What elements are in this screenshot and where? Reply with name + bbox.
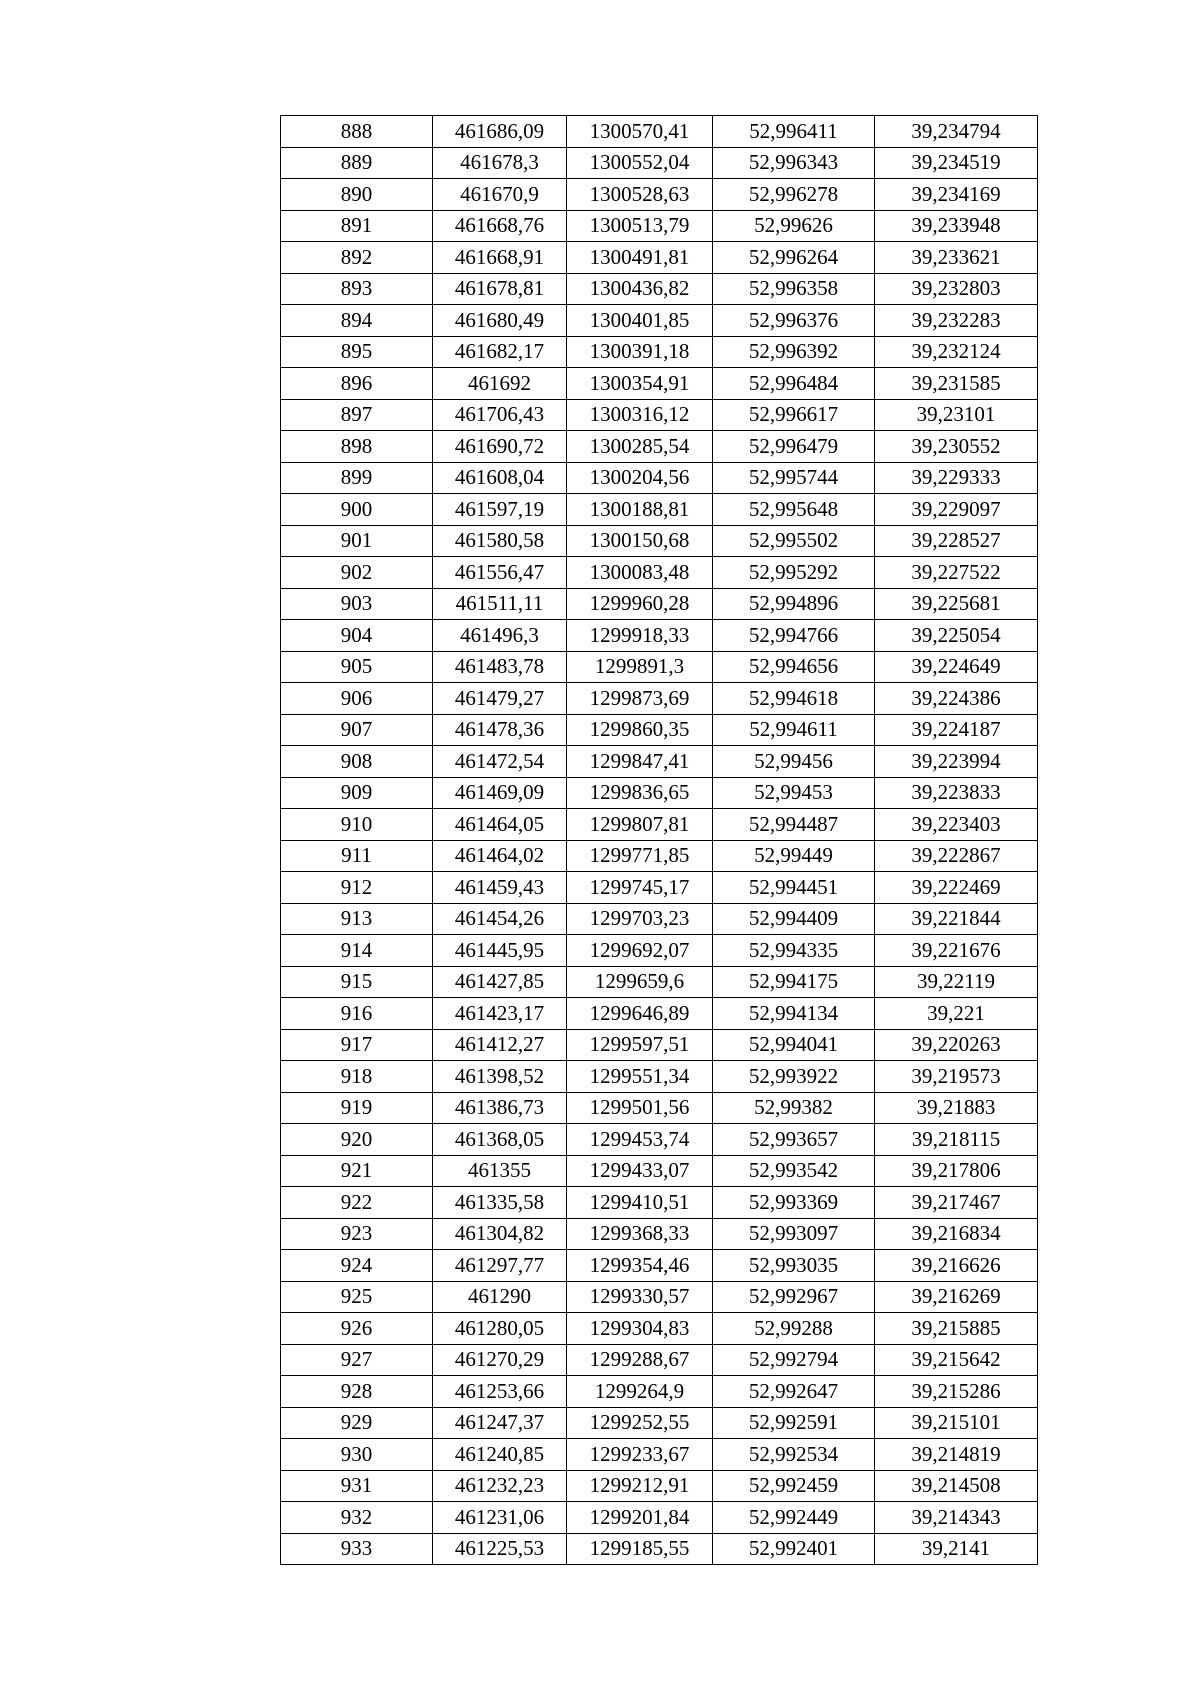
longitude-cell: 39,224187 — [875, 714, 1038, 746]
point-number-cell: 893 — [281, 273, 433, 305]
x-coordinate-cell: 461496,3 — [433, 620, 567, 652]
x-coordinate-cell: 461368,05 — [433, 1124, 567, 1156]
coordinates-table — [280, 115, 1038, 1565]
point-number-cell: 909 — [281, 777, 433, 809]
table-row — [281, 1439, 1038, 1471]
x-coordinate-cell: 461670,9 — [433, 179, 567, 211]
y-coordinate-cell: 1300401,85 — [567, 305, 713, 337]
table-row — [281, 462, 1038, 494]
latitude-cell: 52,99626 — [713, 210, 875, 242]
longitude-cell: 39,215885 — [875, 1313, 1038, 1345]
y-coordinate-cell: 1299330,57 — [567, 1281, 713, 1313]
latitude-cell: 52,996617 — [713, 399, 875, 431]
x-coordinate-cell: 461423,17 — [433, 998, 567, 1030]
latitude-cell: 52,99382 — [713, 1092, 875, 1124]
latitude-cell: 52,996484 — [713, 368, 875, 400]
longitude-cell: 39,216834 — [875, 1218, 1038, 1250]
latitude-cell: 52,993922 — [713, 1061, 875, 1093]
longitude-cell: 39,21883 — [875, 1092, 1038, 1124]
point-number-cell: 925 — [281, 1281, 433, 1313]
table-row — [281, 305, 1038, 337]
table-row — [281, 1218, 1038, 1250]
latitude-cell: 52,994656 — [713, 651, 875, 683]
longitude-cell: 39,215286 — [875, 1376, 1038, 1408]
longitude-cell: 39,216626 — [875, 1250, 1038, 1282]
point-number-cell: 906 — [281, 683, 433, 715]
longitude-cell: 39,224649 — [875, 651, 1038, 683]
point-number-cell: 897 — [281, 399, 433, 431]
longitude-cell: 39,219573 — [875, 1061, 1038, 1093]
y-coordinate-cell: 1299960,28 — [567, 588, 713, 620]
y-coordinate-cell: 1300204,56 — [567, 462, 713, 494]
latitude-cell: 52,996392 — [713, 336, 875, 368]
table-row — [281, 1092, 1038, 1124]
latitude-cell: 52,992967 — [713, 1281, 875, 1313]
table-row — [281, 242, 1038, 274]
table-row — [281, 714, 1038, 746]
table-row — [281, 1187, 1038, 1219]
longitude-cell: 39,223403 — [875, 809, 1038, 841]
x-coordinate-cell: 461398,52 — [433, 1061, 567, 1093]
x-coordinate-cell: 461556,47 — [433, 557, 567, 589]
latitude-cell: 52,994618 — [713, 683, 875, 715]
latitude-cell: 52,993097 — [713, 1218, 875, 1250]
longitude-cell: 39,229097 — [875, 494, 1038, 526]
x-coordinate-cell: 461472,54 — [433, 746, 567, 778]
x-coordinate-cell: 461280,05 — [433, 1313, 567, 1345]
point-number-cell: 916 — [281, 998, 433, 1030]
table-row — [281, 777, 1038, 809]
point-number-cell: 898 — [281, 431, 433, 463]
latitude-cell: 52,994335 — [713, 935, 875, 967]
point-number-cell: 920 — [281, 1124, 433, 1156]
longitude-cell: 39,225681 — [875, 588, 1038, 620]
latitude-cell: 52,994896 — [713, 588, 875, 620]
y-coordinate-cell: 1299771,85 — [567, 840, 713, 872]
point-number-cell: 926 — [281, 1313, 433, 1345]
table-row — [281, 210, 1038, 242]
y-coordinate-cell: 1299646,89 — [567, 998, 713, 1030]
point-number-cell: 914 — [281, 935, 433, 967]
longitude-cell: 39,216269 — [875, 1281, 1038, 1313]
point-number-cell: 907 — [281, 714, 433, 746]
longitude-cell: 39,225054 — [875, 620, 1038, 652]
x-coordinate-cell: 461232,23 — [433, 1470, 567, 1502]
table-row — [281, 494, 1038, 526]
x-coordinate-cell: 461304,82 — [433, 1218, 567, 1250]
latitude-cell: 52,994487 — [713, 809, 875, 841]
latitude-cell: 52,99449 — [713, 840, 875, 872]
y-coordinate-cell: 1299597,51 — [567, 1029, 713, 1061]
table-row — [281, 1376, 1038, 1408]
y-coordinate-cell: 1299847,41 — [567, 746, 713, 778]
y-coordinate-cell: 1299807,81 — [567, 809, 713, 841]
latitude-cell: 52,994451 — [713, 872, 875, 904]
longitude-cell: 39,229333 — [875, 462, 1038, 494]
table-row — [281, 840, 1038, 872]
y-coordinate-cell: 1299860,35 — [567, 714, 713, 746]
latitude-cell: 52,99288 — [713, 1313, 875, 1345]
point-number-cell: 896 — [281, 368, 433, 400]
table-row — [281, 1281, 1038, 1313]
y-coordinate-cell: 1299745,17 — [567, 872, 713, 904]
y-coordinate-cell: 1300188,81 — [567, 494, 713, 526]
point-number-cell: 903 — [281, 588, 433, 620]
x-coordinate-cell: 461386,73 — [433, 1092, 567, 1124]
table-row — [281, 116, 1038, 148]
x-coordinate-cell: 461459,43 — [433, 872, 567, 904]
longitude-cell: 39,218115 — [875, 1124, 1038, 1156]
point-number-cell: 889 — [281, 147, 433, 179]
table-row — [281, 998, 1038, 1030]
latitude-cell: 52,994611 — [713, 714, 875, 746]
x-coordinate-cell: 461690,72 — [433, 431, 567, 463]
x-coordinate-cell: 461355 — [433, 1155, 567, 1187]
point-number-cell: 930 — [281, 1439, 433, 1471]
table-row — [281, 1407, 1038, 1439]
x-coordinate-cell: 461479,27 — [433, 683, 567, 715]
table-row — [281, 1155, 1038, 1187]
longitude-cell: 39,233621 — [875, 242, 1038, 274]
latitude-cell: 52,993035 — [713, 1250, 875, 1282]
point-number-cell: 917 — [281, 1029, 433, 1061]
longitude-cell: 39,215101 — [875, 1407, 1038, 1439]
latitude-cell: 52,994409 — [713, 903, 875, 935]
point-number-cell: 911 — [281, 840, 433, 872]
table-row — [281, 525, 1038, 557]
point-number-cell: 931 — [281, 1470, 433, 1502]
latitude-cell: 52,995292 — [713, 557, 875, 589]
latitude-cell: 52,992591 — [713, 1407, 875, 1439]
point-number-cell: 913 — [281, 903, 433, 935]
longitude-cell: 39,221844 — [875, 903, 1038, 935]
latitude-cell: 52,992534 — [713, 1439, 875, 1471]
latitude-cell: 52,993369 — [713, 1187, 875, 1219]
longitude-cell: 39,232124 — [875, 336, 1038, 368]
x-coordinate-cell: 461335,58 — [433, 1187, 567, 1219]
longitude-cell: 39,214819 — [875, 1439, 1038, 1471]
x-coordinate-cell: 461412,27 — [433, 1029, 567, 1061]
longitude-cell: 39,221 — [875, 998, 1038, 1030]
table-row — [281, 399, 1038, 431]
table-row — [281, 872, 1038, 904]
x-coordinate-cell: 461270,29 — [433, 1344, 567, 1376]
x-coordinate-cell: 461668,91 — [433, 242, 567, 274]
table-row — [281, 1061, 1038, 1093]
latitude-cell: 52,995502 — [713, 525, 875, 557]
longitude-cell: 39,215642 — [875, 1344, 1038, 1376]
longitude-cell: 39,232803 — [875, 273, 1038, 305]
point-number-cell: 894 — [281, 305, 433, 337]
y-coordinate-cell: 1299233,67 — [567, 1439, 713, 1471]
longitude-cell: 39,234169 — [875, 179, 1038, 211]
y-coordinate-cell: 1299201,84 — [567, 1502, 713, 1534]
point-number-cell: 912 — [281, 872, 433, 904]
x-coordinate-cell: 461678,81 — [433, 273, 567, 305]
y-coordinate-cell: 1299264,9 — [567, 1376, 713, 1408]
table-row — [281, 1344, 1038, 1376]
table-row — [281, 1502, 1038, 1534]
y-coordinate-cell: 1300491,81 — [567, 242, 713, 274]
y-coordinate-cell: 1299836,65 — [567, 777, 713, 809]
x-coordinate-cell: 461680,49 — [433, 305, 567, 337]
y-coordinate-cell: 1299891,3 — [567, 651, 713, 683]
table-row — [281, 1313, 1038, 1345]
x-coordinate-cell: 461297,77 — [433, 1250, 567, 1282]
latitude-cell: 52,992647 — [713, 1376, 875, 1408]
point-number-cell: 923 — [281, 1218, 433, 1250]
x-coordinate-cell: 461469,09 — [433, 777, 567, 809]
point-number-cell: 924 — [281, 1250, 433, 1282]
y-coordinate-cell: 1299304,83 — [567, 1313, 713, 1345]
point-number-cell: 902 — [281, 557, 433, 589]
point-number-cell: 915 — [281, 966, 433, 998]
y-coordinate-cell: 1299692,07 — [567, 935, 713, 967]
table-row — [281, 147, 1038, 179]
x-coordinate-cell: 461692 — [433, 368, 567, 400]
latitude-cell: 52,996358 — [713, 273, 875, 305]
longitude-cell: 39,230552 — [875, 431, 1038, 463]
latitude-cell: 52,994134 — [713, 998, 875, 1030]
longitude-cell: 39,2141 — [875, 1533, 1038, 1565]
latitude-cell: 52,996343 — [713, 147, 875, 179]
x-coordinate-cell: 461247,37 — [433, 1407, 567, 1439]
table-row — [281, 935, 1038, 967]
longitude-cell: 39,223833 — [875, 777, 1038, 809]
x-coordinate-cell: 461253,66 — [433, 1376, 567, 1408]
x-coordinate-cell: 461427,85 — [433, 966, 567, 998]
latitude-cell: 52,99456 — [713, 746, 875, 778]
point-number-cell: 910 — [281, 809, 433, 841]
table-row — [281, 368, 1038, 400]
table-row — [281, 1250, 1038, 1282]
y-coordinate-cell: 1300316,12 — [567, 399, 713, 431]
y-coordinate-cell: 1300436,82 — [567, 273, 713, 305]
x-coordinate-cell: 461580,58 — [433, 525, 567, 557]
latitude-cell: 52,996278 — [713, 179, 875, 211]
y-coordinate-cell: 1300285,54 — [567, 431, 713, 463]
table-row — [281, 620, 1038, 652]
x-coordinate-cell: 461678,3 — [433, 147, 567, 179]
x-coordinate-cell: 461290 — [433, 1281, 567, 1313]
x-coordinate-cell: 461225,53 — [433, 1533, 567, 1565]
table-row — [281, 1029, 1038, 1061]
y-coordinate-cell: 1299252,55 — [567, 1407, 713, 1439]
point-number-cell: 891 — [281, 210, 433, 242]
x-coordinate-cell: 461668,76 — [433, 210, 567, 242]
latitude-cell: 52,994175 — [713, 966, 875, 998]
x-coordinate-cell: 461464,05 — [433, 809, 567, 841]
longitude-cell: 39,234519 — [875, 147, 1038, 179]
x-coordinate-cell: 461478,36 — [433, 714, 567, 746]
longitude-cell: 39,22119 — [875, 966, 1038, 998]
y-coordinate-cell: 1300354,91 — [567, 368, 713, 400]
point-number-cell: 900 — [281, 494, 433, 526]
latitude-cell: 52,992459 — [713, 1470, 875, 1502]
point-number-cell: 932 — [281, 1502, 433, 1534]
table-row — [281, 809, 1038, 841]
point-number-cell: 933 — [281, 1533, 433, 1565]
point-number-cell: 892 — [281, 242, 433, 274]
latitude-cell: 52,994041 — [713, 1029, 875, 1061]
longitude-cell: 39,222469 — [875, 872, 1038, 904]
longitude-cell: 39,223994 — [875, 746, 1038, 778]
point-number-cell: 888 — [281, 116, 433, 148]
table-row — [281, 903, 1038, 935]
longitude-cell: 39,23101 — [875, 399, 1038, 431]
table-row — [281, 588, 1038, 620]
latitude-cell: 52,996376 — [713, 305, 875, 337]
longitude-cell: 39,214508 — [875, 1470, 1038, 1502]
y-coordinate-cell: 1299659,6 — [567, 966, 713, 998]
longitude-cell: 39,221676 — [875, 935, 1038, 967]
latitude-cell: 52,994766 — [713, 620, 875, 652]
y-coordinate-cell: 1299703,23 — [567, 903, 713, 935]
y-coordinate-cell: 1299433,07 — [567, 1155, 713, 1187]
point-number-cell: 927 — [281, 1344, 433, 1376]
x-coordinate-cell: 461608,04 — [433, 462, 567, 494]
y-coordinate-cell: 1299185,55 — [567, 1533, 713, 1565]
latitude-cell: 52,996411 — [713, 116, 875, 148]
latitude-cell: 52,992401 — [713, 1533, 875, 1565]
longitude-cell: 39,214343 — [875, 1502, 1038, 1534]
longitude-cell: 39,233948 — [875, 210, 1038, 242]
point-number-cell: 928 — [281, 1376, 433, 1408]
table-row — [281, 273, 1038, 305]
coordinates-table-body — [281, 116, 1038, 1565]
table-row — [281, 966, 1038, 998]
longitude-cell: 39,222867 — [875, 840, 1038, 872]
y-coordinate-cell: 1300150,68 — [567, 525, 713, 557]
x-coordinate-cell: 461445,95 — [433, 935, 567, 967]
latitude-cell: 52,993657 — [713, 1124, 875, 1156]
longitude-cell: 39,231585 — [875, 368, 1038, 400]
latitude-cell: 52,992794 — [713, 1344, 875, 1376]
y-coordinate-cell: 1299288,67 — [567, 1344, 713, 1376]
latitude-cell: 52,995744 — [713, 462, 875, 494]
point-number-cell: 919 — [281, 1092, 433, 1124]
latitude-cell: 52,996264 — [713, 242, 875, 274]
longitude-cell: 39,228527 — [875, 525, 1038, 557]
table-row — [281, 336, 1038, 368]
table-row — [281, 1470, 1038, 1502]
point-number-cell: 918 — [281, 1061, 433, 1093]
point-number-cell: 890 — [281, 179, 433, 211]
latitude-cell: 52,99453 — [713, 777, 875, 809]
y-coordinate-cell: 1300083,48 — [567, 557, 713, 589]
longitude-cell: 39,232283 — [875, 305, 1038, 337]
point-number-cell: 901 — [281, 525, 433, 557]
table-row — [281, 651, 1038, 683]
latitude-cell: 52,992449 — [713, 1502, 875, 1534]
table-row — [281, 746, 1038, 778]
longitude-cell: 39,220263 — [875, 1029, 1038, 1061]
longitude-cell: 39,217467 — [875, 1187, 1038, 1219]
table-row — [281, 179, 1038, 211]
y-coordinate-cell: 1300570,41 — [567, 116, 713, 148]
y-coordinate-cell: 1299410,51 — [567, 1187, 713, 1219]
x-coordinate-cell: 461597,19 — [433, 494, 567, 526]
x-coordinate-cell: 461240,85 — [433, 1439, 567, 1471]
y-coordinate-cell: 1299873,69 — [567, 683, 713, 715]
x-coordinate-cell: 461706,43 — [433, 399, 567, 431]
longitude-cell: 39,217806 — [875, 1155, 1038, 1187]
y-coordinate-cell: 1300391,18 — [567, 336, 713, 368]
point-number-cell: 899 — [281, 462, 433, 494]
table-row — [281, 557, 1038, 589]
point-number-cell: 929 — [281, 1407, 433, 1439]
latitude-cell: 52,996479 — [713, 431, 875, 463]
point-number-cell: 904 — [281, 620, 433, 652]
x-coordinate-cell: 461682,17 — [433, 336, 567, 368]
y-coordinate-cell: 1299551,34 — [567, 1061, 713, 1093]
y-coordinate-cell: 1300552,04 — [567, 147, 713, 179]
longitude-cell: 39,224386 — [875, 683, 1038, 715]
longitude-cell: 39,227522 — [875, 557, 1038, 589]
y-coordinate-cell: 1300513,79 — [567, 210, 713, 242]
point-number-cell: 921 — [281, 1155, 433, 1187]
y-coordinate-cell: 1300528,63 — [567, 179, 713, 211]
point-number-cell: 922 — [281, 1187, 433, 1219]
latitude-cell: 52,995648 — [713, 494, 875, 526]
table-row — [281, 1533, 1038, 1565]
table-row — [281, 431, 1038, 463]
y-coordinate-cell: 1299501,56 — [567, 1092, 713, 1124]
y-coordinate-cell: 1299453,74 — [567, 1124, 713, 1156]
y-coordinate-cell: 1299918,33 — [567, 620, 713, 652]
x-coordinate-cell: 461483,78 — [433, 651, 567, 683]
x-coordinate-cell: 461686,09 — [433, 116, 567, 148]
x-coordinate-cell: 461454,26 — [433, 903, 567, 935]
longitude-cell: 39,234794 — [875, 116, 1038, 148]
x-coordinate-cell: 461231,06 — [433, 1502, 567, 1534]
y-coordinate-cell: 1299354,46 — [567, 1250, 713, 1282]
table-row — [281, 683, 1038, 715]
x-coordinate-cell: 461464,02 — [433, 840, 567, 872]
point-number-cell: 895 — [281, 336, 433, 368]
point-number-cell: 908 — [281, 746, 433, 778]
table-row — [281, 1124, 1038, 1156]
x-coordinate-cell: 461511,11 — [433, 588, 567, 620]
point-number-cell: 905 — [281, 651, 433, 683]
latitude-cell: 52,993542 — [713, 1155, 875, 1187]
y-coordinate-cell: 1299212,91 — [567, 1470, 713, 1502]
y-coordinate-cell: 1299368,33 — [567, 1218, 713, 1250]
